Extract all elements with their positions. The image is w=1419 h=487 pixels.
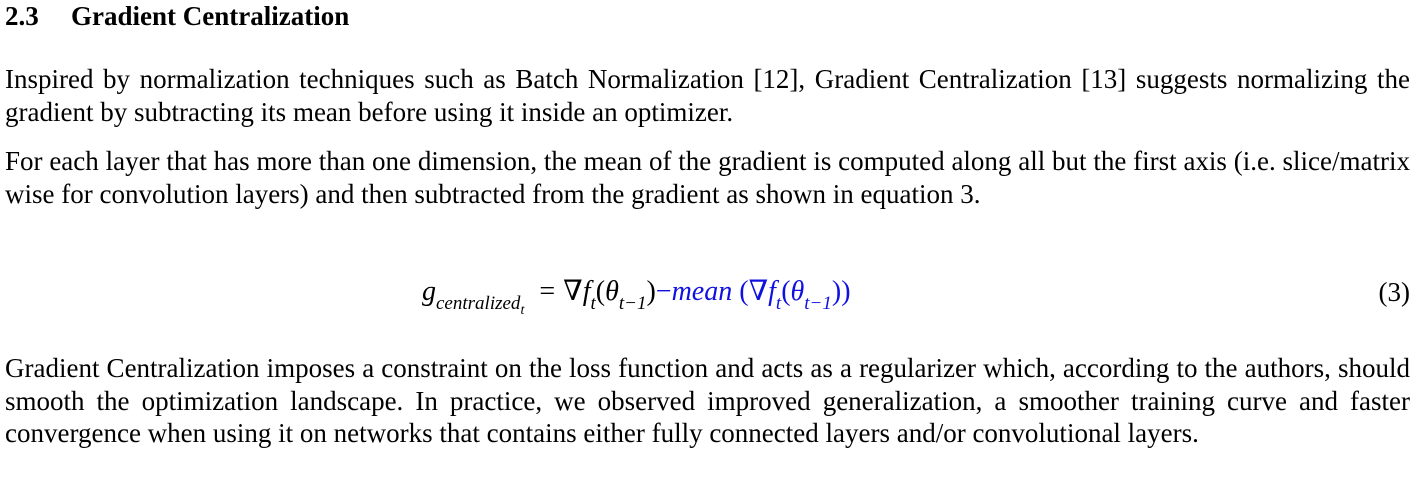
eq-mean: mean: [671, 276, 733, 307]
eq-equals: =: [539, 276, 556, 307]
eq-f: f: [582, 276, 591, 307]
eq-open-paren-2: (: [781, 276, 791, 307]
eq-f-subscript-2: t: [775, 293, 782, 314]
eq-f-2: f: [768, 276, 776, 307]
eq-minus: −: [655, 276, 672, 307]
eq-theta-subscript: t−1: [618, 293, 647, 314]
eq-open-paren: (: [595, 276, 606, 307]
eq-outer-open: (: [739, 276, 749, 307]
eq-nabla-2: ∇: [748, 276, 769, 307]
eq-nabla: ∇: [563, 276, 583, 307]
eq-theta-2: θ: [790, 276, 805, 307]
section-heading: [5, 0, 349, 32]
paragraph-discussion: Gradient Centralization imposes a constraint on the loss function and acts as a regularizer which, according to the authors, should smooth the optimization landscape. In practice, we observed improved generalization, a smoother training curve and faster convergence when using it on networks that contains either fully connected layers and/or convolutional layers.: [5, 353, 1410, 448]
section-number: 2.3: [5, 1, 39, 31]
paragraph-method: For each layer that has more than one dimension, the mean of the gradient is computed along all but the first axis (i.e. slice/matrix wise for convolution layers) and then subtracted from the gradient as shown in equation 3.: [5, 146, 1410, 209]
eq-theta: θ: [605, 276, 619, 307]
eq-close-paren: ): [646, 276, 656, 307]
eq-theta-subscript-2: t−1: [804, 293, 832, 314]
eq-highlighted-term: [655, 276, 851, 314]
eq-lhs-subsubscript: t: [520, 303, 525, 318]
paragraph-intro: Inspired by normalization techniques such as Batch Normalization [12], Gradient Centralization [13] suggests normalizing the gradient by subtracting its mean before using it inside an optimizer.: [5, 64, 1410, 127]
eq-f-subscript: t: [590, 293, 596, 314]
equation-block: [5, 270, 1410, 318]
equation-3: [422, 270, 851, 319]
equation-number: (3): [1378, 277, 1410, 307]
eq-close-paren-2: ): [831, 276, 842, 307]
section-title: Gradient Centralization: [71, 1, 350, 31]
eq-lhs-subscript: centralizedt: [436, 293, 525, 318]
eq-outer-close: ): [841, 276, 851, 307]
eq-lhs-symbol: g: [422, 276, 436, 307]
